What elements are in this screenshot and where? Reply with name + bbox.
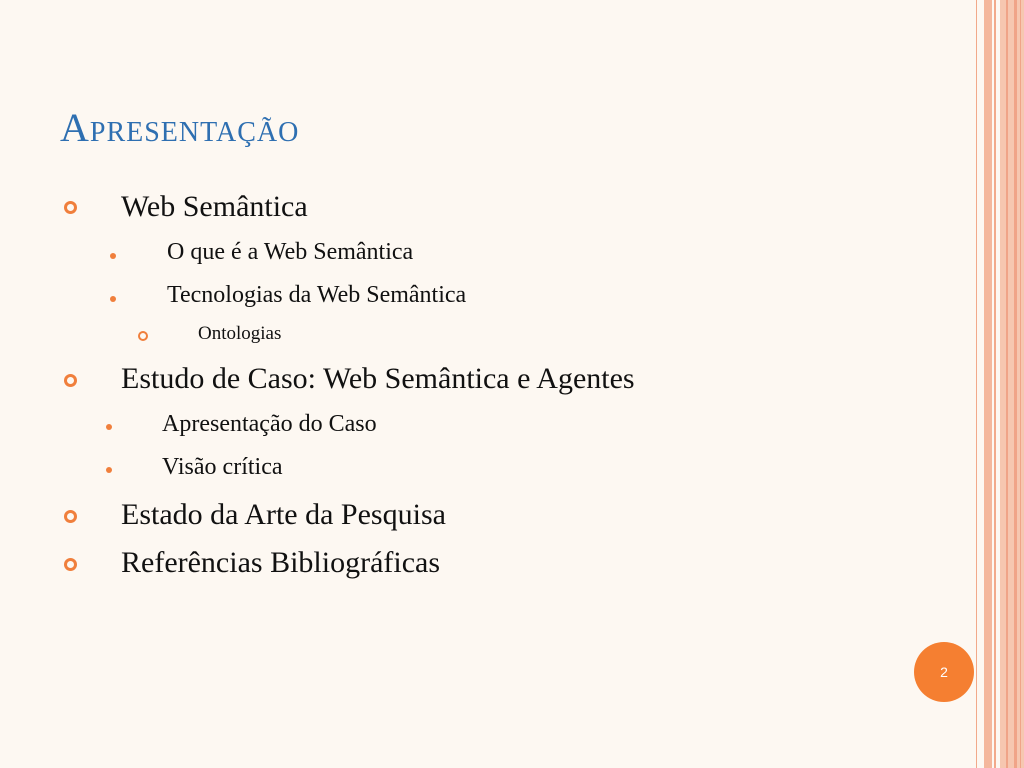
slide-title: Apresentação [60, 105, 300, 150]
outline-item-text: Estado da Arte da Pesquisa [121, 498, 446, 531]
outline-subsubitem-text: Ontologias [198, 323, 282, 344]
decorative-stripe [1006, 0, 1008, 768]
outline-item-text: Referências Bibliográficas [121, 546, 441, 579]
ring-bullet-icon [64, 201, 77, 214]
dot-bullet-icon [106, 467, 112, 473]
outline-item-text: Estudo de Caso: Web Semântica e Agentes [121, 362, 635, 395]
decorative-stripe [984, 0, 992, 768]
outline-item-text: Web Semântica [121, 190, 308, 223]
page-number: 2 [940, 664, 948, 680]
dot-bullet-icon [110, 296, 116, 302]
outline-subitem-text: O que é a Web Semântica [167, 239, 414, 265]
decorative-stripe [994, 0, 996, 768]
decorative-stripe [976, 0, 977, 768]
ring-bullet-icon [64, 510, 77, 523]
page-number-badge [914, 642, 974, 702]
ring-bullet-icon [64, 558, 77, 571]
dot-bullet-icon [106, 424, 112, 430]
outline-subitem-text: Tecnologias da Web Semântica [167, 282, 467, 308]
decorative-stripe [1020, 0, 1021, 768]
ring-bullet-icon [64, 374, 77, 387]
outline-subitem-text: Apresentação do Caso [162, 411, 377, 437]
dot-bullet-icon [110, 253, 116, 259]
decorative-stripe [1014, 0, 1017, 768]
ring-bullet-icon [138, 331, 148, 341]
outline-subitem-text: Visão crítica [162, 454, 283, 480]
